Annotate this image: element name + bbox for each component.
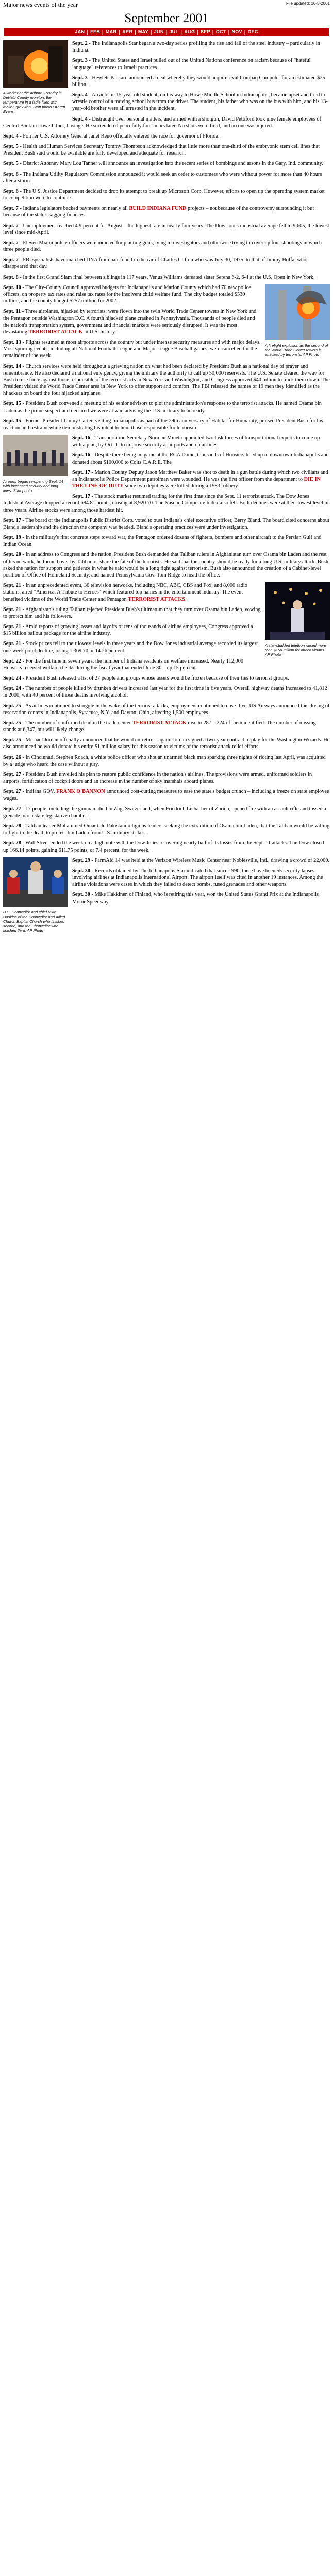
entry-text: - Michael Jordan officially announced that he would un-retire – again. Jordan signed a two-year contract to play for the Washington Wizards. He also announced he would donate his entire $1 million salary for this season to victims of the terrorist attack relief efforts. (3, 737, 330, 750)
entry-date: Sept. 21 (3, 583, 21, 589)
month-link-oct[interactable]: OCT (215, 29, 226, 35)
news-entry (3, 720, 330, 733)
entry-date: Sept. 21 (3, 641, 21, 647)
photo-caption: U.S. Chancellor and chief Mike Haskins of the Chancellor and Allied Church Baptist Church who finished second, and the Chancellor who finished third. AP Photo (3, 909, 65, 933)
entry-text: - The Indianapolis Star began a two-day series profiling the rise and fall of the steel industry – particularly in Indiana. (72, 41, 320, 54)
month-link-aug[interactable]: AUG (184, 29, 195, 35)
entry-date: Sept. 2 (72, 41, 88, 46)
month-link-apr[interactable]: APR (122, 29, 133, 35)
month-separator: | (102, 29, 104, 35)
news-photo (3, 857, 68, 933)
entry-text: - Eleven Miami police officers were indicted for planting guns, lying to investigators and otherwise trying to cover up four shootings in which three people died. (3, 240, 322, 253)
news-entry (3, 823, 330, 836)
entry-date: Sept. 5 (3, 161, 19, 167)
month-separator: | (228, 29, 230, 35)
month-separator: | (212, 29, 214, 35)
month-link-jan[interactable]: JAN (75, 29, 85, 35)
news-entry (3, 771, 330, 785)
entry-date: Sept. 7 (3, 240, 19, 246)
entry-text: - Afghanistan's ruling Taliban rejected President Bush's ultimatum that they turn over Osama bin Laden, vowing to protect him and his followers. (3, 606, 261, 619)
photo-image (265, 284, 330, 342)
month-separator: | (150, 29, 152, 35)
entry-date: Sept. 27 (3, 789, 21, 795)
month-link-may[interactable]: MAY (138, 29, 148, 35)
entry-text: - Unemployment reached 4.9 percent for August – the highest rate in nearly four years. The Dow Jones industrial average fell to 9,605, the lowest level since mid-April. (3, 223, 329, 235)
photo-image (265, 582, 330, 642)
entry-date: Sept. 22 (3, 658, 21, 664)
photo-image (3, 40, 68, 90)
news-entry (3, 171, 330, 184)
entry-date: Sept. 30 (72, 892, 90, 898)
entry-date: Sept. 10 (3, 284, 21, 291)
news-photo (3, 40, 68, 114)
month-link-jun[interactable]: JUN (154, 29, 164, 35)
news-entry (3, 188, 330, 201)
news-entry (3, 534, 330, 548)
entry-text: - Three airplanes, hijacked by terrorists, were flown into the twin World Trade Center towers in New York and the Pentagon outside Washington D.C. A fourth hijacked plane crashed in Pennsylvania. Thousands of people died and the nation's transportation system, government and financial markets were seriously disrupted. It was the most devastating TERRORIST ATTACK in U.S. history. (3, 309, 257, 335)
entry-text: - The United States and Israel pulled out of the United Nations conference on racism because of "hateful language" references to Israeli practices. (72, 58, 311, 71)
entry-text: - Church services were held throughout a grieving nation on what had been declared by President Bush as a national day of prayer and remembrance. He also declared a national emergency, giving the military the authority to call up 50,000 reservists. The U.S. Senate cleared the way for Bush to use force against those responsible of the terrorist acts in New York and Washington, and Congress approved $40 billion to track them down. The President visited the World Trade Center area in New York to offer support and comfort. The FBI released the names of 19 men they identified as the hijackers on board the four hijacked airplanes. (3, 363, 330, 397)
month-separator: | (197, 29, 198, 35)
month-link-dec[interactable]: DEC (247, 29, 258, 35)
entry-date: Sept. 24 (3, 675, 21, 682)
entry-date: Sept. 28 (3, 823, 21, 829)
entry-date: Sept. 7 (3, 257, 19, 263)
entry-date: Sept. 4 (72, 92, 88, 98)
entry-date: Sept. 29 (72, 857, 90, 863)
entry-date: Sept. 4 (72, 116, 88, 122)
entry-text: - The Indiana Utility Regulatory Commission announced it would seek an order to customers who were without power for more than 40 hours after a storm. (3, 171, 322, 184)
entry-text: - Transportation Secretary Norman Mineta appointed two task forces of transportational experts to come up with a plan, by Oct. 1, to improve security at airports and on airlines. (72, 435, 320, 448)
entry-text: - In Cincinnati, Stephen Roach, a white police officer who shot an unarmed black man sparking three nights of rioting last April, was acquitted by a judge who heard the case without a jury. (3, 754, 326, 767)
topic-link[interactable]: FRANK O'BANNON (56, 789, 105, 795)
entry-text: - Former President Jimmy Carter, visiting Indianapolis as part of the 29th anniversary of Habitat for Humanity, praised President Bush for his reaction and restraint while demonstrating his intent to hunt those responsible for terrorism. (3, 418, 323, 431)
month-separator: | (244, 29, 246, 35)
entry-text: - 17 people, including the gunman, died in Zug, Switzerland, when Friedrich Leibacher of Zurich, opened fire with an assault rifle and tossed a grenade into a state legislative chamber. (3, 806, 326, 819)
entry-date: Sept. 11 (3, 309, 21, 315)
entry-text: - In an address to Congress and the nation, President Bush demanded that Taliban rulers in Afghanistan turn over Osama bin Laden and the rest of his network, he formed over by Taliban or share the fate of the terrorists. He said that the country should be ready for a long U.S. military attack. Bush asked the nation for support and patience in what he said would be a long fight against terrorism. Bush also announced the creation of a Cabinet-level position of Office of Homeland Security, and named Pennsylvania Gov. Tom Ridge to head the office. (3, 552, 329, 578)
entry-date: Sept. 25 (3, 737, 21, 743)
entry-date: Sept. 21 (3, 624, 21, 630)
news-entry (3, 363, 330, 397)
entry-date: Sept. 25 (3, 720, 21, 726)
month-link-nov[interactable]: NOV (231, 29, 242, 35)
entry-date: Sept. 26 (3, 754, 21, 760)
photo-image (3, 435, 68, 478)
page-heading: Major news events of the year (3, 1, 78, 8)
entry-text: - District Attorney Mary Lou Tanner will announce an investigation into the recent series of bombings and arsons in the Gary, Ind. community. (18, 161, 323, 167)
entry-date: Sept. 6 (3, 188, 19, 194)
entry-date: Sept. 25 (3, 703, 21, 709)
entry-text: - President Bush released a list of 27 people and groups whose assets would be frozen because of their ties to terrorist groups. (21, 675, 289, 682)
news-entry (3, 840, 330, 853)
news-content (3, 40, 330, 933)
news-photo (265, 284, 330, 357)
news-entry (3, 274, 330, 281)
topic-link[interactable]: TERRORIST ATTACK (132, 720, 187, 726)
news-entry (3, 133, 330, 140)
entry-date: Sept. 5 (3, 144, 19, 150)
news-entry (3, 400, 330, 414)
news-entry (3, 116, 330, 129)
news-photo (3, 435, 68, 493)
news-entry (3, 418, 330, 431)
entry-text: - President Bush unveiled his plan to restore public confidence in the nation's airlines. The provisions were armed, uniformed soldiers in airports, fortification of cockpit doors and an increase in the number of sky marshals aboard planes. (3, 771, 312, 785)
news-entry (3, 517, 330, 531)
entry-text: - The number of people killed by drunken drivers increased last year for the first time in five years. Overall highway deaths increased to 41,812 in 2000, with 40 percent of those deaths involving alcohol. (3, 686, 327, 699)
entry-date: Sept. 16 (72, 435, 90, 442)
month-link-feb[interactable]: FEB (90, 29, 101, 35)
entry-date: Sept. 13 (3, 340, 21, 346)
news-entry (3, 658, 330, 671)
entry-date: Sept. 21 (3, 606, 21, 613)
entry-text: - Taliban leader Mohammed Omar told Pakistani religious leaders seeking the extradition of Osama bin Laden, that the Taliban would be willing to fight to the death to protect bin Laden from U.S. military strikes. (3, 823, 330, 836)
entry-date: Sept. 27 (3, 806, 21, 812)
entry-date: Sept. 20 (3, 552, 21, 558)
news-entry (3, 685, 330, 699)
entry-date: Sept. 4 (3, 133, 19, 139)
month-separator: | (119, 29, 121, 35)
month-nav (4, 28, 329, 36)
entry-text: - Indiana GOV. FRANK O'BANNON announced cost-cutting measures to ease the state's budget crunch – including a freeze on state employee wages. (3, 789, 329, 802)
entry-date: Sept. 15 (3, 418, 21, 424)
entry-text: - Mike Hakkinen of Finland, who is retiring this year, won the United States Grand Prix at the Indianapolis Motor Speedway. (72, 892, 319, 905)
photo-caption: A firefight explosion as the second of the World Trade Center towers is attacked by terrorists. AP Photo (265, 343, 328, 357)
entry-date: Sept. 19 (3, 535, 21, 541)
page-title: September 2001 (124, 11, 209, 25)
entry-text: - The board of the Indianapolis Public District Corp. voted to oust Indiana's chief executive officer, Berry Bland. The board cited concerns about Bland's leadership and the direction the company was headed. Bland's operating practices were under investigation. (3, 517, 329, 530)
entry-text: - The U.S. Justice Department decided to drop its attempt to break up Microsoft Corp. However, efforts to open up the operating system market to competition were to continue. (3, 188, 325, 201)
entry-date: Sept. 24 (3, 686, 21, 692)
entry-date: Sept. 16 (72, 452, 90, 459)
entry-text: - In an unprecedented event, 30 television networks, including NBC, ABC, CBS and Fox, and 8,000 radio stations, aired "America: A Tribute to Heroes" which featured top names in the entertainment industry. The event benefited victims of the World Trade Center and Pentagon TERRORIST ATTACKS. (3, 583, 247, 602)
entry-date: Sept. 30 (72, 868, 90, 874)
photo-image (3, 857, 68, 909)
news-entry (3, 493, 330, 514)
topic-link[interactable]: BUILD INDIANA FUND (129, 206, 187, 212)
entry-text: - Marion County Deputy Jason Matthew Baker was shot to death in a gun battle during which two civilians and an Indianapolis Police Department patrolman were wounded. He was the first officer from the department to DIE IN THE LINE-OF-DUTY since two deputies were killed during a 1983 robbery. (72, 469, 328, 489)
news-entry (3, 143, 330, 157)
news-entry (3, 703, 330, 716)
news-entry (3, 257, 330, 270)
entry-date: Sept. 7 (3, 206, 19, 212)
entry-text: - In the military's first concrete steps toward war, the Pentagon ordered dozens of fighters, bombers and other aircraft to the Persian Gulf and Indian Ocean. (3, 535, 322, 548)
news-entry (3, 551, 330, 579)
month-separator: | (180, 29, 182, 35)
entry-date: Sept. 28 (3, 840, 21, 846)
entry-date: Sept. 7 (3, 223, 19, 229)
entry-text: - Distraught over personal matters, and armed with a shotgun, David Pettiford took nine female employees of Central Bank in Lowell, Ind., hostage. He surrendered peacefully four hours later. No shots were fired, and no one was injured. (3, 116, 321, 129)
entry-text: - Indiana legislators backed payments on nearly all BUILD INDIANA FUND projects – not because of the controversy surrounding it but because of the state's sagging finances. (3, 206, 314, 218)
entry-date: Sept. 17 (72, 494, 90, 500)
news-entry (3, 223, 330, 236)
entry-date: Sept. 3 (72, 58, 88, 64)
entry-date: Sept. 15 (3, 401, 21, 407)
month-link-mar[interactable]: MAR (105, 29, 117, 35)
news-entry (3, 205, 330, 218)
entry-date: Sept. 27 (3, 771, 21, 777)
entry-date: Sept. 8 (3, 274, 19, 280)
entry-text: - Amid reports of growing losses and layoffs of tens of thousands of airline employees, Congress approved a $15 billion bailout package for the airline industry. (3, 624, 253, 637)
entry-date: Sept. 17 (3, 517, 21, 523)
news-entry (3, 240, 330, 253)
entry-text: - President Bush convened a meeting of his senior advisors to plot the administration's response to the terrorist attacks. He named Osama bin Laden as the prime suspect and declared we were at war, advising the U.S. military to be ready. (3, 401, 322, 414)
photo-caption: Airports began re-opening Sept. 14 with increased security and long lines. Staff photo (3, 479, 63, 494)
news-entry (3, 160, 330, 167)
month-separator: | (165, 29, 168, 35)
topic-link[interactable]: TERRORIST ATTACK (28, 329, 83, 335)
entry-date: Sept. 14 (3, 363, 21, 369)
entry-date: Sept. 17 (72, 469, 90, 476)
entry-date: Sept. 3 (72, 75, 88, 81)
entry-text: - Health and Human Services Secretary Tommy Thompson acknowledged that little more than one-third of the embryonic stem cell lines that President Bush said would be available are fully developed and adequate for research. (3, 144, 320, 157)
entry-text: - As airlines continued to struggle in the wake of the terrorist attacks, employment continued to nose-dive. US Airways announced the closing of reservation centers in Indianapolis, Syracuse, N.Y. and Dayton, Ohio, affecting 1,500 employees. (3, 703, 330, 716)
entry-text: - Former U.S. Attorney General Janet Reno officially entered the race for governor of Florida. (18, 133, 220, 139)
topic-link[interactable]: TERRORIST ATTACKS (128, 596, 186, 602)
file-updated-date: File updated: 10-5-2001 (286, 1, 330, 6)
entry-text: - Despite there being no game at the RCA Dome, thousands of Hoosiers lined up in downtown Indianapolis and donated about $100,000 to Colts C.A.R.E. The (72, 452, 329, 465)
entry-text: - Wall Street ended the week on a high note with the Dow Jones recovering nearly half of its losses from the Sept. 11 attacks. The Dow closed up 166.14 points, gaining 611.75 points, or 7.4 percent, for the week. (3, 840, 324, 853)
entry-text: - Stock prices fell to their lowest levels in three years and the Dow Jones industrial average recorded its largest one-week point decline, losing 1,369.70 or 14.26 percent. (3, 641, 258, 654)
entry-text: - FBI specialists have matched DNA from hair found in the car of Charles Clifton who was July 30, 1975, to that of Jimmy Hoffa, who disappeared that day. (3, 257, 307, 270)
news-entry (3, 788, 330, 802)
entry-text: - Hewlett-Packard announced a deal whereby they would acquire rival Compaq Computer for an estimated $25 billion. (72, 75, 325, 88)
month-separator: | (135, 29, 136, 35)
month-link-sep[interactable]: SEP (200, 29, 210, 35)
photo-caption: A worker at the Auburn Foundry in DeKalb County monitors the temperature in a ladle filled with molten gray iron. Staff photo / Karen Evans (3, 91, 65, 114)
entry-text: - In the first Grand Slam final between siblings in 117 years, Venus Williams defeated sister Serena 6-2, 6-4 at the U.S. Open in New York. (18, 274, 315, 280)
news-entry (3, 754, 330, 768)
news-entry (3, 806, 330, 819)
entry-text: - Flights resumed at most airports across the country but under intense security measures and with major delays. Most sporting events, including all National Football League and Major League Baseball games, were cancelled for the remainder of the week. (3, 340, 261, 359)
month-separator: | (87, 29, 89, 35)
entry-text: - An autistic 15-year-old student, on his way to Howe Middle School in Indianapolis, became upset and tried to wrestle control of a moving school bus from the driver. The student, his father who was on the bus with him, and his 13-year-old brother were all arrested in the incident. (72, 92, 328, 112)
photo-caption: A star-studded telethon raised more than $150 million for attack victims. AP Photo (265, 643, 326, 657)
news-entry (3, 675, 330, 682)
news-photo (265, 582, 330, 657)
entry-text: - FarmAid 14 was held at the Verizon Wireless Music Center near Noblesville, Ind., drawing a crowd of 22,000. (90, 857, 330, 863)
entry-text: - The number of confirmed dead in the trade center TERRORIST ATTACK rose to 287 – 224 of them identified. The number of missing stands at 6,347, but will likely change. (3, 720, 316, 733)
topic-link[interactable]: DIE IN THE LINE-OF-DUTY (72, 476, 321, 489)
entry-date: Sept. 6 (3, 171, 19, 177)
news-entry (3, 737, 330, 750)
entry-text: - The City-County Council approved budgets for Indianapolis and Marion County which had 70 new police officers, on property tax rates and raise tax rates for the insolvent child welfare fund. The city budget totaled $530 million, and the county budget $257 million for 2002. (3, 284, 251, 304)
entry-text: - For the first time in seven years, the number of Indiana residents on welfare increased. Nearly 112,000 Hoosiers received welfare checks during the fiscal year that ended June 30 – up 15 percent. (3, 658, 243, 671)
entry-text: - The stock market resumed trading for the first time since the Sept. 11 terrorist attack. The Dow Jones Industrial Average dropped a record 684.81 points, closing at 8,920.70. The Nasdaq Composite Index also fell. Both declines were at their lowest level in three years. Airline stocks were among those hardest hit. (3, 494, 329, 513)
entry-text: - Records obtained by The Indianapolis Star indicated that since 1990, there have been 55 security lapses involving airlines at Indianapolis International Airport. The airport itself was cited in another 19 instances. Among the airline violations were cases in which they failed to detect bombs, fused grenades and other weapons. (72, 868, 323, 888)
month-link-jul[interactable]: JUL (169, 29, 179, 35)
